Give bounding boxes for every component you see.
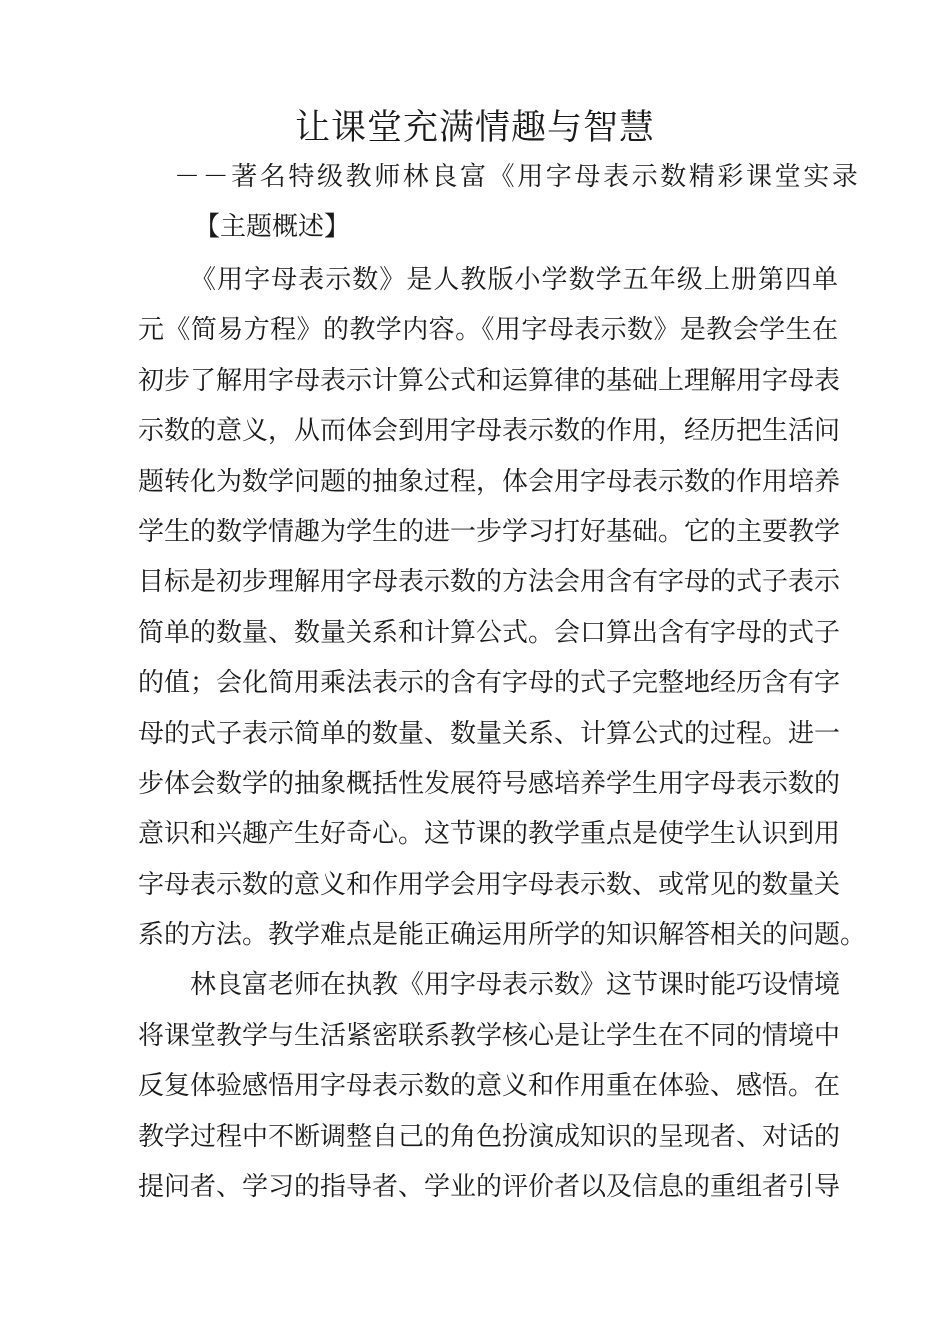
text-line: 学生的数学情趣为学生的进一步学习打好基础。它的主要教学: [138, 516, 841, 547]
document-body: [138, 255, 867, 1212]
text-line: 反复体验感悟用字母表示数的意义和作用重在体验、感悟。在: [138, 1071, 841, 1102]
text-line: 林良富老师在执教《用字母表示数》这节课时能巧设情境: [190, 970, 841, 1001]
paragraph-1: [138, 255, 867, 960]
text-line: 题转化为数学问题的抽象过程，体会用字母表示数的作用培养: [138, 466, 841, 497]
text-line: 元《简易方程》的教学内容。《用字母表示数》是教会学生在: [138, 315, 838, 346]
text-line: 目标是初步理解用字母表示数的方法会用含有字母的式子表示: [138, 567, 841, 598]
text-line: 简单的数量、数量关系和计算公式。会口算出含有字母的式子: [138, 617, 841, 648]
text-line: 系的方法。教学难点是能正确运用所学的知识解答相关的问题。: [138, 920, 867, 951]
text-line: 母的式子表示简单的数量、数量关系、计算公式的过程。进一: [138, 718, 841, 749]
text-line: 教学过程中不断调整自己的角色扮演成知识的呈现者、对话的: [138, 1121, 841, 1152]
text-line: 字母表示数的意义和作用学会用字母表示数、或常见的数量关: [138, 869, 841, 900]
section-heading: 【主题概述】: [194, 212, 351, 242]
document-subtitle: －－著名特级教师林良富《用字母表示数精彩课堂实录: [174, 162, 861, 192]
text-line: 初步了解用字母表示计算公式和运算律的基础上理解用字母表: [138, 365, 841, 396]
document-title: 让课堂充满情趣与智慧: [294, 108, 655, 148]
text-line: 《用字母表示数》是人教版小学数学五年级上册第四单: [190, 265, 838, 295]
paragraph-2: [138, 960, 841, 1212]
text-line: 示数的意义，从而体会到用字母表示数的作用，经历把生活问: [138, 416, 841, 447]
text-line: 提问者、学习的指导者、学业的评价者以及信息的重组者引导: [138, 1172, 841, 1203]
text-line: 的值；会化简用乘法表示的含有字母的式子完整地经历含有字: [138, 668, 841, 699]
text-line: 步体会数学的抽象概括性发展符号感培养学生用字母表示数的: [138, 768, 841, 799]
text-line: 将课堂教学与生活紧密联系教学核心是让学生在不同的情境中: [138, 1020, 841, 1051]
text-line: 意识和兴趣产生好奇心。这节课的教学重点是使学生认识到用: [138, 819, 841, 850]
